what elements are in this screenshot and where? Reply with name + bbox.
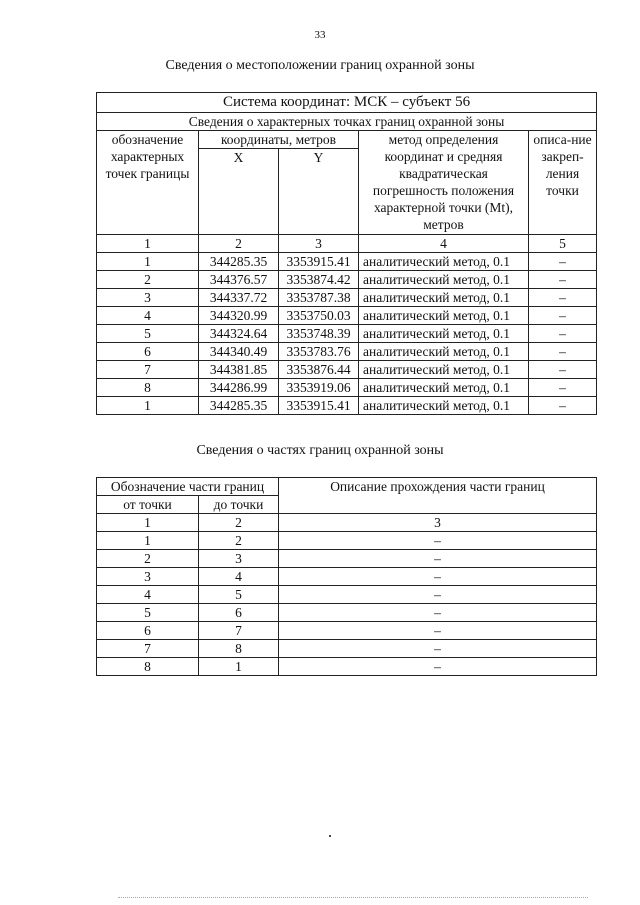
part-description-cell: – xyxy=(279,658,597,676)
to-point-cell: 2 xyxy=(199,532,279,550)
table-row xyxy=(97,532,597,550)
table-row xyxy=(97,343,597,361)
to-point-cell: 8 xyxy=(199,640,279,658)
x-cell: 344324.64 xyxy=(199,325,279,343)
to-point-cell: 7 xyxy=(199,622,279,640)
table-row xyxy=(97,586,597,604)
method-cell: аналитический метод, 0.1 xyxy=(359,325,529,343)
method-cell: аналитический метод, 0.1 xyxy=(359,307,529,325)
description-cell: – xyxy=(529,397,597,415)
point-cell: 1 xyxy=(97,253,199,271)
coordinate-system-cell: Система координат: МСК – субъект 56 xyxy=(97,93,597,113)
y-cell: 3353876.44 xyxy=(279,361,359,379)
table-row xyxy=(97,307,597,325)
column-number: 2 xyxy=(199,514,279,532)
column-number: 3 xyxy=(279,235,359,253)
from-point-cell: 6 xyxy=(97,622,199,640)
from-point-cell: 3 xyxy=(97,568,199,586)
section-title-parts: Сведения о частях границ охранной зоны xyxy=(196,443,444,458)
method-cell: аналитический метод, 0.1 xyxy=(359,397,529,415)
footer-faint-line xyxy=(118,897,588,898)
to-point-cell: 1 xyxy=(199,658,279,676)
part-description-cell: – xyxy=(279,622,597,640)
y-cell: 3353874.42 xyxy=(279,271,359,289)
from-point-cell: 1 xyxy=(97,532,199,550)
table-row xyxy=(97,361,597,379)
point-cell: 6 xyxy=(97,343,199,361)
table-row xyxy=(97,397,597,415)
from-point-cell: 5 xyxy=(97,604,199,622)
part-description-cell: – xyxy=(279,568,597,586)
boundary-parts-table xyxy=(96,477,597,676)
table-row xyxy=(97,325,597,343)
description-cell: – xyxy=(529,343,597,361)
method-cell: аналитический метод, 0.1 xyxy=(359,271,529,289)
table-row xyxy=(97,658,597,676)
column-number: 4 xyxy=(359,235,529,253)
point-cell: 5 xyxy=(97,325,199,343)
table-row xyxy=(97,271,597,289)
description-cell: – xyxy=(529,379,597,397)
column-number: 2 xyxy=(199,235,279,253)
description-cell: – xyxy=(529,289,597,307)
table-row xyxy=(97,568,597,586)
header-description: описа-ние закреп-ления точки xyxy=(529,131,597,235)
table-row xyxy=(97,640,597,658)
table-row xyxy=(97,550,597,568)
point-cell: 4 xyxy=(97,307,199,325)
header-y: Y xyxy=(279,149,359,235)
method-cell: аналитический метод, 0.1 xyxy=(359,361,529,379)
table-subtitle: Сведения о характерных точках границ охранной зоны xyxy=(97,113,597,131)
column-number: 1 xyxy=(97,235,199,253)
point-cell: 7 xyxy=(97,361,199,379)
to-point-cell: 6 xyxy=(199,604,279,622)
description-cell: – xyxy=(529,325,597,343)
column-number: 5 xyxy=(529,235,597,253)
x-cell: 344340.49 xyxy=(199,343,279,361)
table-row xyxy=(97,622,597,640)
point-cell: 8 xyxy=(97,379,199,397)
table-row xyxy=(97,379,597,397)
description-cell: – xyxy=(529,253,597,271)
to-point-cell: 4 xyxy=(199,568,279,586)
x-cell: 344376.57 xyxy=(199,271,279,289)
part-description-cell: – xyxy=(279,550,597,568)
header-part-designation: Обозначение части границ xyxy=(97,478,279,496)
x-cell: 344320.99 xyxy=(199,307,279,325)
y-cell: 3353787.38 xyxy=(279,289,359,307)
x-cell: 344285.35 xyxy=(199,253,279,271)
x-cell: 344381.85 xyxy=(199,361,279,379)
from-point-cell: 7 xyxy=(97,640,199,658)
part-description-cell: – xyxy=(279,586,597,604)
boundary-points-table xyxy=(96,92,597,415)
from-point-cell: 8 xyxy=(97,658,199,676)
y-cell: 3353915.41 xyxy=(279,253,359,271)
table-row xyxy=(97,253,597,271)
method-cell: аналитический метод, 0.1 xyxy=(359,379,529,397)
column-number: 1 xyxy=(97,514,199,532)
x-cell: 344286.99 xyxy=(199,379,279,397)
point-cell: 2 xyxy=(97,271,199,289)
section-title-boundaries: Сведения о местоположении границ охранной зоны xyxy=(165,58,475,73)
from-point-cell: 4 xyxy=(97,586,199,604)
to-point-cell: 3 xyxy=(199,550,279,568)
description-cell: – xyxy=(529,361,597,379)
method-cell: аналитический метод, 0.1 xyxy=(359,253,529,271)
header-to-point: до точки xyxy=(199,496,279,514)
table-row xyxy=(97,604,597,622)
method-cell: аналитический метод, 0.1 xyxy=(359,289,529,307)
part-description-cell: – xyxy=(279,604,597,622)
header-point-designation: обозначение характерных точек границы xyxy=(97,131,199,235)
header-coordinates: координаты, метров xyxy=(199,131,359,149)
header-method: метод определения координат и средняя квадратическая погрешность положения характерной точки (Mt), метров xyxy=(359,131,529,235)
point-cell: 3 xyxy=(97,289,199,307)
header-part-description: Описание прохождения части границ xyxy=(279,478,597,514)
column-number: 3 xyxy=(279,514,597,532)
header-from-point: от точки xyxy=(97,496,199,514)
table-row xyxy=(97,289,597,307)
page-number: 33 xyxy=(314,29,326,41)
description-cell: – xyxy=(529,271,597,289)
part-description-cell: – xyxy=(279,532,597,550)
part-description-cell: – xyxy=(279,640,597,658)
y-cell: 3353783.76 xyxy=(279,343,359,361)
y-cell: 3353915.41 xyxy=(279,397,359,415)
point-cell: 1 xyxy=(97,397,199,415)
y-cell: 3353748.39 xyxy=(279,325,359,343)
y-cell: 3353919.06 xyxy=(279,379,359,397)
x-cell: 344337.72 xyxy=(199,289,279,307)
x-cell: 344285.35 xyxy=(199,397,279,415)
description-cell: – xyxy=(529,307,597,325)
header-x: X xyxy=(199,149,279,235)
from-point-cell: 2 xyxy=(97,550,199,568)
y-cell: 3353750.03 xyxy=(279,307,359,325)
method-cell: аналитический метод, 0.1 xyxy=(359,343,529,361)
footer-mark xyxy=(329,835,331,837)
to-point-cell: 5 xyxy=(199,586,279,604)
